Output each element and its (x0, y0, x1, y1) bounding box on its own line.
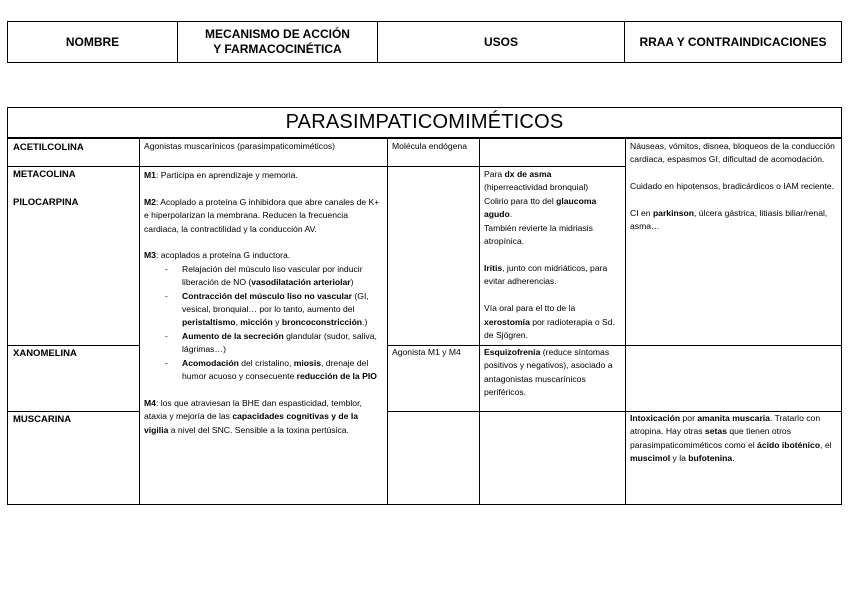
mechanism-details (140, 168, 387, 505)
farmaco-xanomelina: Agonista M1 y M4 (392, 347, 461, 357)
mechanism-m4: M4: los que atraviesan la BHE dan espasticidad, temblor, ataxia y mejoría de las capacidades cognitivas y de la vigilia a nivel del SNC. Sensible a la toxina pertúsica. (144, 397, 362, 435)
list-item: - Relajación del músculo liso vascular por inducir liberación de NO (vasodilatación arteriolar) (182, 263, 383, 290)
mechanism-intro: Agonistas muscarínicos (parasimpaticomiméticos) (144, 141, 336, 151)
divider (625, 345, 841, 346)
mechanism-m2: M2: Acoplado a proteína G inhibidora que abre canales de K+ e hiperpolarizan la membrana. Reducen la frecuencia cardiaca, la contractilidad y la conducción AV. (144, 196, 380, 234)
drug-xanomelina: XANOMELINA (13, 348, 77, 359)
list-item: - Acomodación del cristalino, miosis, drenaje del humor acuoso y consecuente reducción de la PIO (182, 357, 383, 384)
usos-pilocarpina: Colirio para tto del glaucoma agudo. También revierte la midriasis atropínica. Iritis, junto con midriáticos, para evitar adherencias. Vía oral para el tto de la xerostomía por radioterapia o Sd. de Sjögren. (484, 196, 615, 341)
rraa-muscarina: Intoxicación por amanita muscaria. Tratarlo con atropina. Hay otras setas que tienen otros parasimpaticomiméticos como el ácido iboténico, el muscimol y la bufotenina. (630, 413, 832, 464)
rraa-general: Náuseas, vómitos, disnea, bloqueos de la conducción cardiaca, espasmos GI, dificultad de acomodación. Cuidado en hipotensos, bradicárdicos o IAM reciente. CI en parkinson, úlcera gástrica, litiasis biliar/renal, asma… (630, 141, 835, 232)
drug-metacolina: METACOLINA (13, 169, 76, 180)
mechanism-m3-list (144, 263, 383, 384)
list-item: - Aumento de la secreción glandular (sudor, saliva, lágrimas…) (182, 330, 383, 357)
mechanism-m1: M1: Participa en aprendizaje y memoria. (144, 170, 298, 180)
farmaco-acetilcolina: Molécula endógena (392, 141, 468, 151)
drug-pilocarpina: PILOCARPINA (13, 197, 79, 208)
header-rraa: RRAA Y CONTRAINDICACIONES (639, 34, 827, 49)
usos-xanomelina: Esquizofrenia (reduce síntomas positivos y negativos), asociado a antagonistas muscarínicos periféricos. (484, 347, 613, 398)
drug-acetilcolina: ACETILCOLINA (13, 142, 84, 153)
header-usos: USOS (378, 22, 625, 62)
drug-muscarina: MUSCARINA (13, 414, 72, 425)
mechanism-m3: M3: acoplados a proteína G inductora. (144, 250, 291, 261)
divider (387, 139, 388, 505)
list-item: - Contracción del músculo liso no vascular (GI, vesical, bronquial… por lo tanto, aumento del peristaltismo, micción y broncoconstricción.) (182, 290, 383, 330)
divider (139, 166, 387, 167)
header-mecanismo (178, 22, 378, 62)
divider (479, 411, 625, 412)
section-title: PARASIMPATICOMIMÉTICOS (8, 108, 841, 139)
divider (387, 411, 479, 412)
usos-metacolina: Para dx de asma (hiperreactividad bronquial) (484, 169, 589, 193)
header-mecanismo-line1: MECANISMO DE ACCIÓN (205, 27, 350, 41)
header-mecanismo-line2: Y FARMACOCINÉTICA (213, 42, 342, 56)
parasimpaticomimeticos-table (7, 107, 842, 505)
header-nombre: NOMBRE (8, 22, 178, 62)
divider (387, 166, 479, 167)
column-header-table (7, 21, 842, 63)
